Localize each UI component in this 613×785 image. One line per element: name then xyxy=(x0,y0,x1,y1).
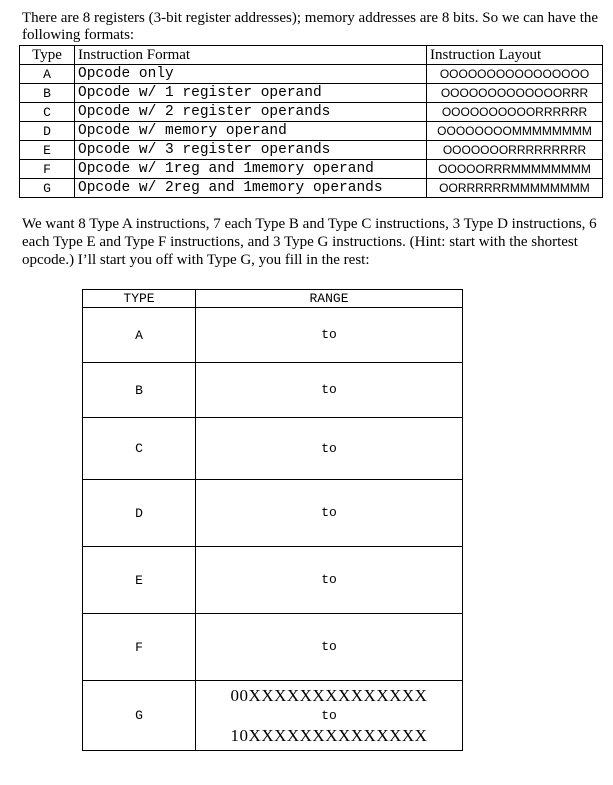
range-fill-cell[interactable] xyxy=(196,614,463,681)
range-type-cell: D xyxy=(83,480,196,547)
opcode-ranges-table xyxy=(82,289,463,751)
format-row-b xyxy=(20,84,603,103)
format-row-c xyxy=(20,103,603,122)
format-layout-cell: OORRRRRRMMMMMMMM xyxy=(427,179,603,198)
format-row-g xyxy=(20,179,603,198)
range-fill-cell[interactable] xyxy=(196,480,463,547)
header-type: TYPE xyxy=(83,290,196,308)
format-description-cell: Opcode w/ 1 register operand xyxy=(75,84,427,103)
range-type-cell: A xyxy=(83,308,196,363)
range-type-cell: B xyxy=(83,363,196,418)
format-layout-cell: OOOOORRRMMMMMMMM xyxy=(427,160,603,179)
range-row-g xyxy=(83,681,463,751)
format-layout-cell: OOOOOOOOMMMMMMMM xyxy=(427,122,603,141)
format-description-cell: Opcode w/ 2 register operands xyxy=(75,103,427,122)
instruction-formats-table xyxy=(19,45,603,198)
format-type-cell: F xyxy=(20,160,75,179)
range-fill-cell[interactable] xyxy=(196,308,463,363)
range-to-label: to xyxy=(321,505,337,520)
header-type: Type xyxy=(20,46,75,65)
format-type-cell: C xyxy=(20,103,75,122)
range-to-label: to xyxy=(321,639,337,654)
range-type-cell: E xyxy=(83,547,196,614)
format-type-cell: G xyxy=(20,179,75,198)
range-row-f xyxy=(83,614,463,681)
range-row-e xyxy=(83,547,463,614)
range-to-label: to xyxy=(321,327,337,342)
range-to-label: to xyxy=(321,572,337,587)
intro-paragraph: There are 8 registers (3-bit register addresses); memory addresses are 8 bits. So we can have the following formats: xyxy=(22,10,599,43)
range-to-label: to xyxy=(321,382,337,397)
range-type-cell: F xyxy=(83,614,196,681)
format-layout-cell: OOOOOOOOOORRRRRR xyxy=(427,103,603,122)
format-type-cell: E xyxy=(20,141,75,160)
format-type-cell: D xyxy=(20,122,75,141)
format-description-cell: Opcode w/ 2reg and 1memory operands xyxy=(75,179,427,198)
format-row-a xyxy=(20,65,603,84)
format-layout-cell: OOOOOOOOOOOOOOOO xyxy=(427,65,603,84)
header-instruction-format: Instruction Format xyxy=(75,46,427,65)
format-description-cell: Opcode only xyxy=(75,65,427,84)
range-end-value: 10XXXXXXXXXXXXXX xyxy=(230,725,428,745)
formats-header-row xyxy=(20,46,603,65)
range-row-a xyxy=(83,308,463,363)
format-description-cell: Opcode w/ 1reg and 1memory operand xyxy=(75,160,427,179)
range-start-value: 00XXXXXXXXXXXXXX xyxy=(230,685,428,705)
header-instruction-layout: Instruction Layout xyxy=(427,46,603,65)
range-fill-cell[interactable] xyxy=(196,418,463,480)
range-to-label: to xyxy=(321,707,337,723)
format-type-cell: B xyxy=(20,84,75,103)
ranges-header-row xyxy=(83,290,463,308)
range-fill-cell[interactable] xyxy=(196,547,463,614)
format-row-f xyxy=(20,160,603,179)
range-fill-cell[interactable] xyxy=(196,363,463,418)
task-paragraph: We want 8 Type A instructions, 7 each Type B and Type C instructions, 3 Type D instructions, 6 each Type E and Type F instructions, and 3 Type G instructions. (Hint: start with the shortest opcode.) I’ll start you off with Type G, you fill in the rest: xyxy=(22,216,597,268)
format-layout-cell: OOOOOOOOOOOOORRR xyxy=(427,84,603,103)
range-row-d xyxy=(83,480,463,547)
format-layout-cell: OOOOOOORRRRRRRRR xyxy=(427,141,603,160)
format-row-e xyxy=(20,141,603,160)
format-description-cell: Opcode w/ memory operand xyxy=(75,122,427,141)
range-row-c xyxy=(83,418,463,480)
range-type-cell: G xyxy=(83,681,196,751)
range-fill-cell[interactable] xyxy=(196,681,463,751)
range-to-label: to xyxy=(321,440,337,456)
range-type-cell: C xyxy=(83,418,196,480)
range-row-b xyxy=(83,363,463,418)
format-description-cell: Opcode w/ 3 register operands xyxy=(75,141,427,160)
format-row-d xyxy=(20,122,603,141)
format-type-cell: A xyxy=(20,65,75,84)
header-range: RANGE xyxy=(196,290,463,308)
